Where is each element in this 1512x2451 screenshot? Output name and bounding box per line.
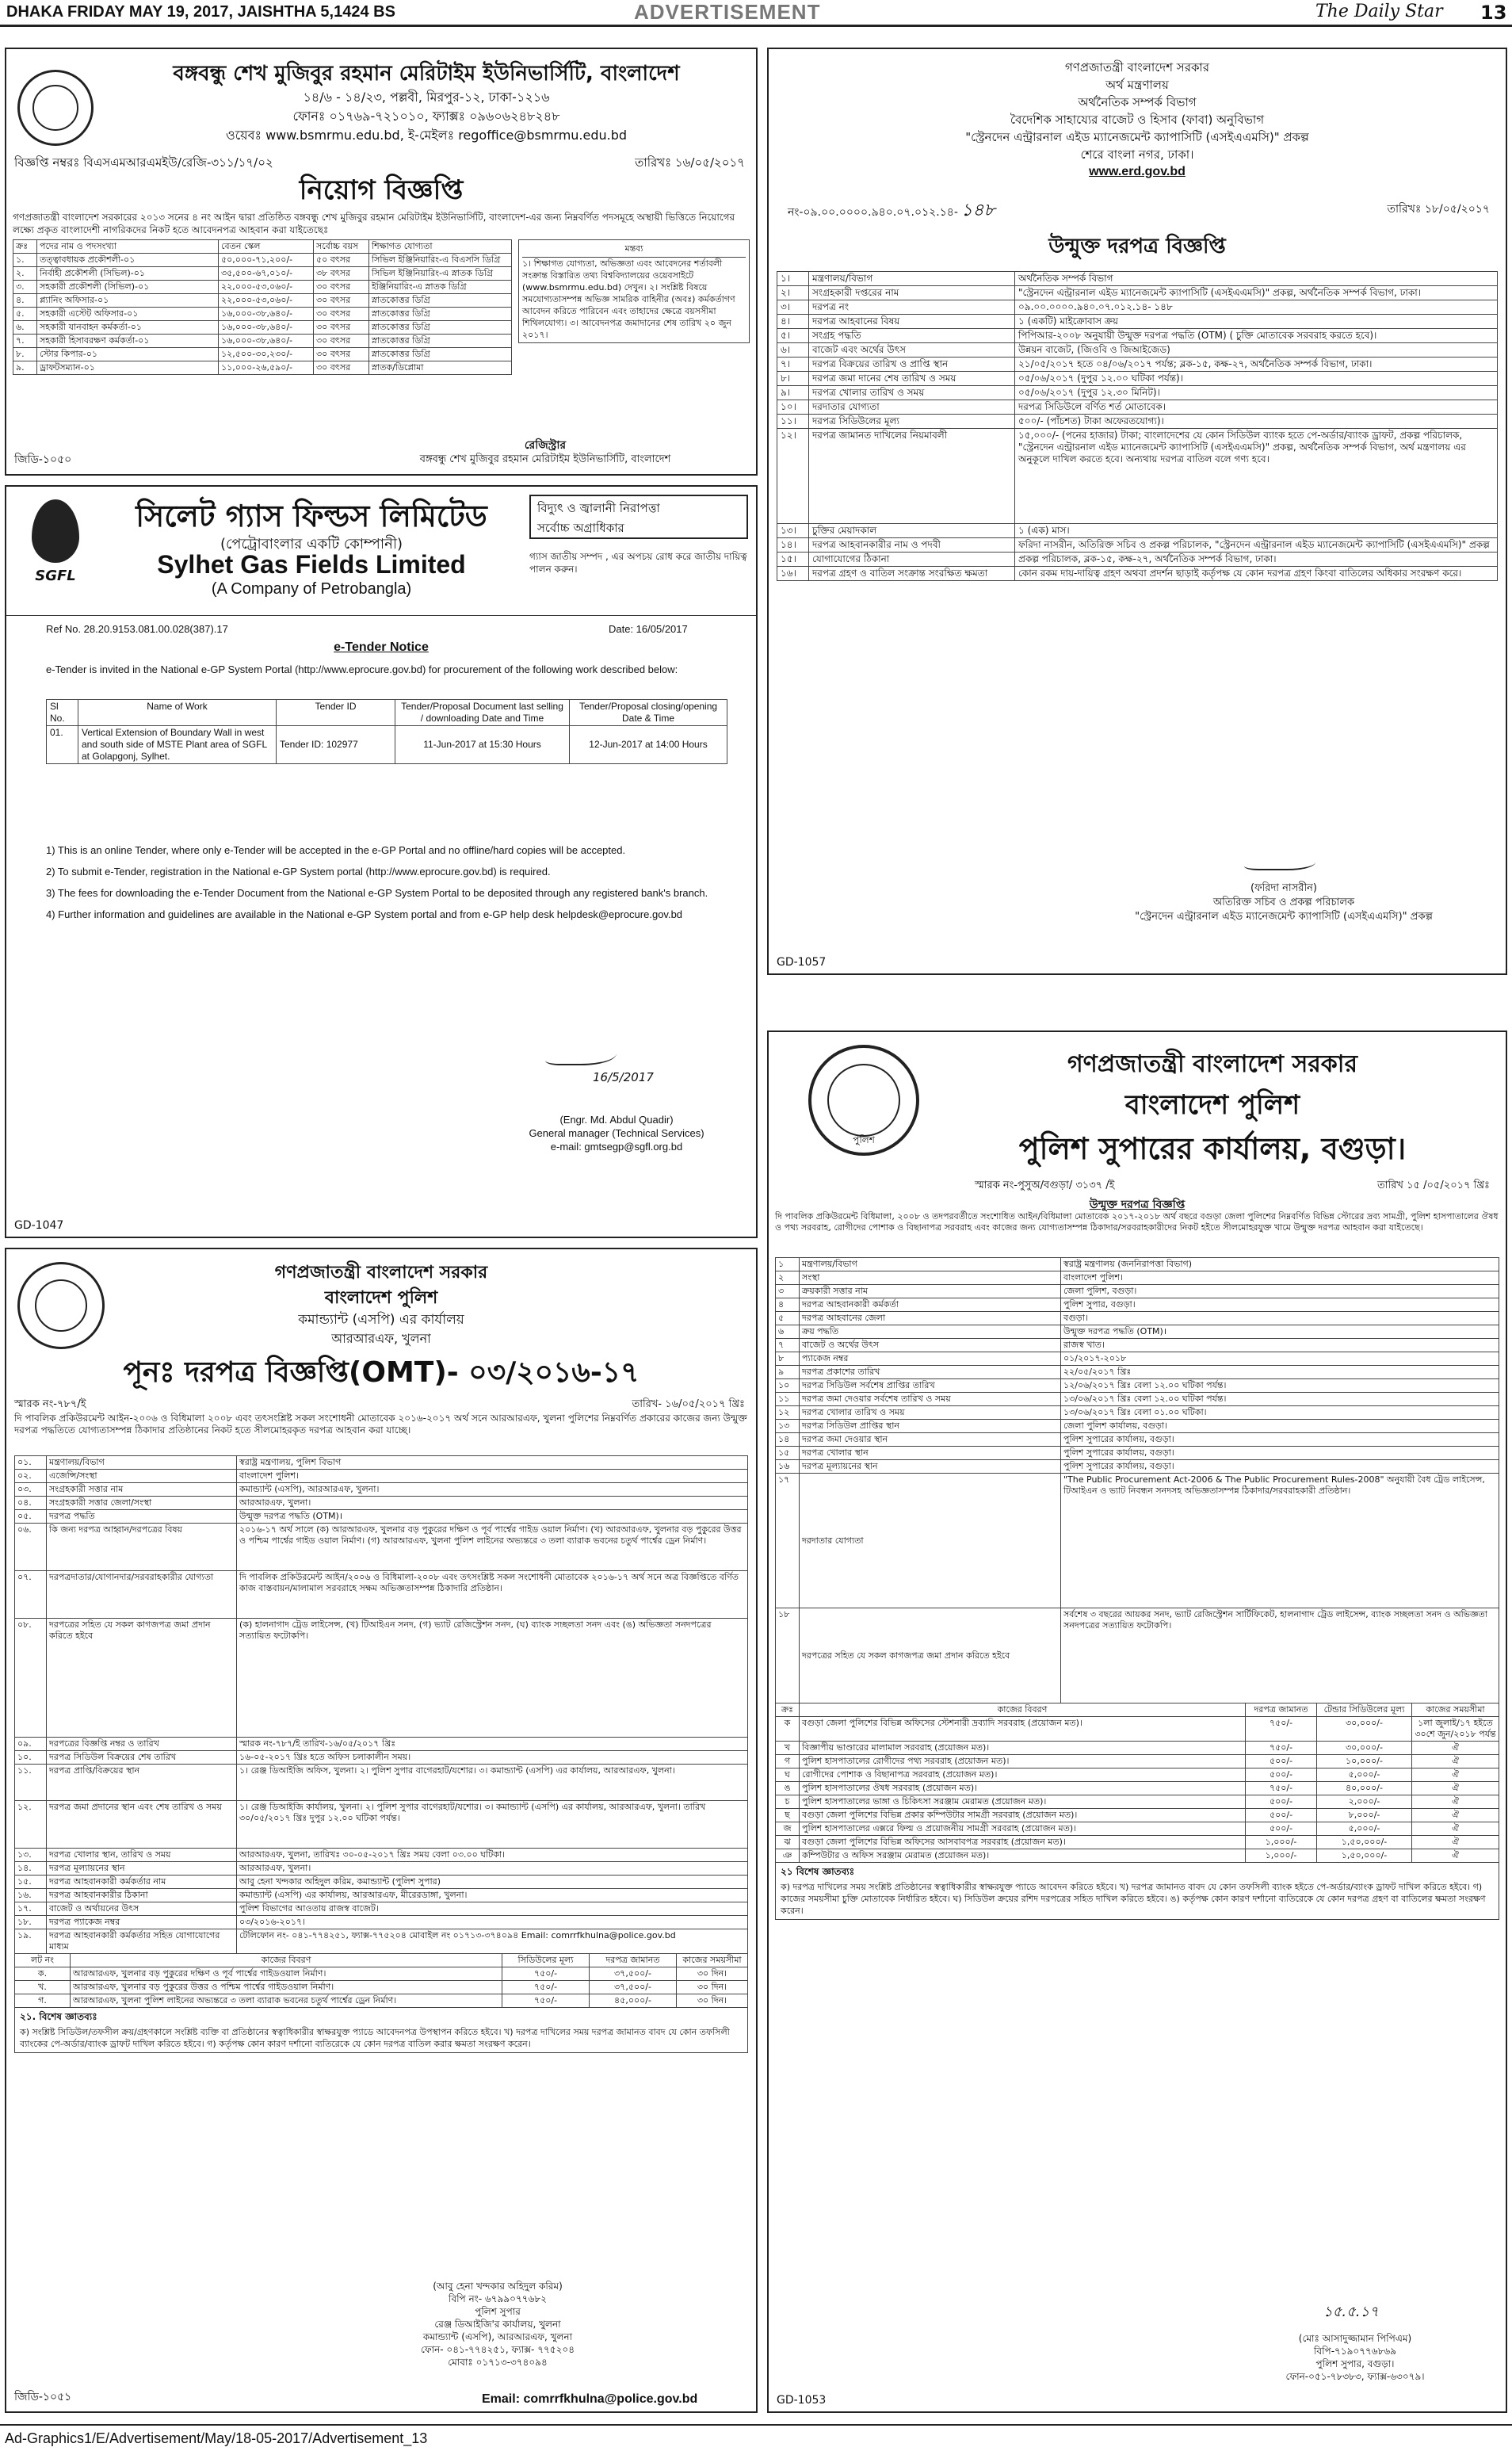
col-header: লট নং (15, 1954, 71, 1967)
table-row: ৫. সহকারী এস্টেট অফিসার-০১ ১৬,০০০-৩৮,৬৪০/- ৩০ বৎসর স্নাতকোত্তর ডিগ্রি (13, 308, 512, 321)
division-name: অর্থনৈতিক সম্পর্ক বিভাগ (1078, 95, 1197, 109)
terms-title: ২১. বিশেষ জ্ঞাতব্যঃ (20, 2011, 97, 2022)
memo-text: নং-০৯.০০.০০০০.৯৪০.০৭.০১২.১৪- (788, 206, 958, 219)
police-emblem (808, 1045, 919, 1156)
items-table (775, 1703, 1499, 1863)
table-row: ১০. দরপত্র সিডিউল বিক্রয়ের শেষ তারিখ ১৬-০৫-২০১৭ খ্রিঃ হতে অফিস চলাকালীন সময়। (15, 1751, 748, 1765)
sig-id: বিপি নং- ৬৭৯৯০৭৭৬৮২ (449, 2293, 547, 2304)
table-row: ১. তত্ত্বাবধায়ক প্রকৌশলী-০১ ৫০,০০০-৭১,২০০/- ৫০ বৎসর সিভিল ইঞ্জিনিয়ারিং-এ বিএসসি ডিগ্রি (13, 254, 512, 267)
table-row: ৬ ক্রয় পদ্ধতি উন্মুক্ত দরপত্র পদ্ধতি (OTM)। (776, 1325, 1499, 1339)
table-row: ৯। দরপত্র খোলার তারিখ ও সময় ০৫/০৬/২০১৭ (দুপুর ১২.৩০ মিনিট)। (777, 386, 1498, 400)
memo-number: স্মারক নং-পুসুঅ/বগুড়া/ ৩১৩৭ /ই (975, 1180, 1115, 1191)
sig-role: পুলিশ সুপার, বগুড়া। (1315, 2358, 1395, 2369)
notice-title: উন্মুক্ত দরপত্র বিজ্ঞপ্তি (1089, 1199, 1186, 1211)
table-row: চ পুলিশ হাসপাতালের ভাঙ্গা ও চিকিৎসা সরঞ্জাম মেরামত (প্রয়োজন মত)। ৫০০/- ২,০০০/- ঐ (776, 1795, 1499, 1809)
note-item: 1) This is an online Tender, where only e-Tender will be accepted in the e-GP Portal and no offline/hard copies will be accepted. (46, 844, 626, 856)
col-header: Tender/Proposal Document last selling / downloading Date and Time (395, 700, 570, 726)
table-row: ১। মন্ত্রণালয়/বিভাগ অর্থনৈতিক সম্পর্ক বিভাগ (777, 272, 1498, 286)
table-row: ০৭. দরপত্রদাতার/যোগানদার/সরবরাহকারীর যোগ্যতা দি পাবলিক প্রকিউরমেন্ট আইন/২০০৬ ও বিধিমালা-২০০৮ এবং তৎসংশ্লিষ্ট সকল সংশোধনী মোতাবেক ২০১৬-১৭ অর্থ সনে অত্র বিজ্ঞপ্তিতে বর্ণিত কাজ বাস্তবায়ন/মালামাল সরবরাহে সক্ষম অভিজ্ঞতাসম্পন্ন ঠিকাদারি প্রতিষ্ঠান। (15, 1571, 748, 1619)
signatory-org: বঙ্গবন্ধু শেখ মুজিবুর রহমান মেরিটাইম ইউনিভার্সিটি, বাংলাদেশ (419, 453, 671, 465)
table-row: ০১. মন্ত্রণালয়/বিভাগ স্বরাষ্ট্র মন্ত্রণালয়, পুলিশ বিভাগ (15, 1456, 748, 1470)
tender-title: e-Tender Notice (334, 640, 429, 654)
project-name: "স্ট্রেনদেন এন্ট্রারনাল এইড ম্যানেজমেন্ট ক্যাপাসিটি (এসইএএমসি)" প্রকল্প (965, 130, 1309, 144)
address: শেরে বাংলা নগর, ঢাকা। (1080, 147, 1194, 162)
col-header: ক্রঃ (776, 1703, 800, 1717)
ad-sylhet-gas (5, 485, 758, 1238)
tender-notes (46, 843, 720, 921)
dateline: DHAKA FRIDAY MAY 19, 2017, JAISHTHA 5,1424 BS (6, 3, 395, 21)
table-row: ১৫। যোগাযোগের ঠিকানা প্রকল্প পরিচালক, ব্লক-১৫, কক্ষ-২৭, অর্থনৈতিক সম্পর্ক বিভাগ, ঢাকা। (777, 553, 1498, 567)
page-header (0, 0, 1512, 27)
table-row: ক. আরআরএফ, খুলনার বড় পুকুরের দক্ষিণ ও পূর্ব পার্শ্বের গাইডওয়াল নির্মাণ। ৭৫০/- ৩৭,৫০০/- ৩০ দিন। (15, 1967, 748, 1981)
col-header: Sl No. (47, 700, 78, 726)
memo-date: তারিখ- ১৬/০৫/২০১৭ খ্রিঃ (632, 1398, 745, 1410)
company-sub-bn: (পেট্রোবাংলার একটি কোম্পানী) (220, 536, 403, 553)
signatory-title: রেজিস্ট্রার (524, 439, 567, 452)
table-row: ০৯. দরপত্রের বিজ্ঞপ্তি নম্বর ও তারিখ স্মারক নং-৭৮৭/ই তারিখ-১৬/০৫/২০১৭ খ্রিঃ (15, 1738, 748, 1751)
table-row: ৫। সংগ্রহ পদ্ধতি পিপিআর-২০০৮ অনুযায়ী উন্মুক্ত দরপত্র পদ্ধতি (OTM) ( চুক্তি মোতাবেক সরবরাহ করতে হবে)। (777, 329, 1498, 343)
table-row: ঙ পুলিশ হাসপাতালের ঔষধ সরবরাহ (প্রয়োজন মত)। ৭৫০/- ৪০,০০০/- ঐ (776, 1782, 1499, 1795)
table-row: ৮. স্টোর কিপার-০১ ১২,৫০০-৩০,২৩০/- ৩০ বৎসর স্নাতকোত্তর ডিগ্রি (13, 348, 512, 361)
table-row: ৮ প্যাকেজ নম্বর ০১/২০১৭-২০১৮ (776, 1352, 1499, 1366)
jobs-table-wrap (13, 239, 512, 375)
signer-email: e-mail: gmtsegp@sgfl.org.bd (550, 1141, 683, 1153)
table-row: ১৪ দরপত্র জমা দেওয়ার স্থান পুলিশ সুপারের কার্যালয়, বগুড়া। (776, 1433, 1499, 1447)
table-row: ১৩. দরপত্র খোলার স্থান, তারিখ ও সময় আরআরএফ, খুলনা, তারিখঃ ৩০-০৫-২০১৭ খ্রিঃ সময় বেলা ০৩.০০ ঘটিকা। (15, 1849, 748, 1862)
details-table-wrap (775, 1257, 1499, 1920)
col-header: Tender ID (277, 700, 395, 726)
table-row: ৬। বাজেট এবং অর্থের উৎস উন্নয়ন বাজেট, (জিওবি ও জিআইজেড) (777, 343, 1498, 358)
table-row: ১ মন্ত্রণালয়/বিভাগ স্বরাষ্ট্র মন্ত্রণালয় (জননিরাপত্তা বিভাগ) (776, 1258, 1499, 1271)
notice-title: উন্মুক্ত দরপত্র বিজ্ঞপ্তি (1048, 235, 1226, 258)
table-row: ২। সংগ্রহকারী দপ্তরের নাম "স্ট্রেনদেন এন্ট্রারনাল এইড ম্যানেজমেন্ট ক্যাপাসিটি (এসইএএমসি)" প্রকল্প, অর্থনৈতিক সম্পর্ক বিভাগ, ঢাকা। (777, 286, 1498, 300)
col-header: শিক্ষাগত যোগ্যতা (369, 240, 512, 254)
col-header: সিডিউলের মূল্য (502, 1954, 590, 1967)
details-table-wrap (14, 1455, 748, 2053)
university-address: ১৪/৬ - ১৪/২৩, পল্লবী, মিরপুর-১২, ঢাকা-১২১৬ (303, 90, 550, 105)
terms-block (14, 2008, 748, 2053)
gd-number: GD-1053 (777, 2394, 827, 2407)
col-header: টেন্ডার সিডিউলের মূল্য (1317, 1703, 1412, 1717)
table-row: ১৮. দরপত্র প্যাকেজ নম্বর ০৩/২০১৬-২০১৭। (15, 1916, 748, 1929)
ministry-name: অর্থ মন্ত্রণালয় (1105, 78, 1169, 92)
slogan-box (529, 495, 748, 539)
table-row: ১১। দরপত্র সিডিউলের মূল্য ৫০০/- (পাঁচশত) টাকা অফেরতযোগ্য)। (777, 415, 1498, 429)
table-row: ঝ বগুড়া জেলা পুলিশের বিভিন্ন অফিসের আসবাবপত্র সরবরাহ (প্রয়োজন মত)। ১,০০০/- ১,৫০,০০০/- ঐ (776, 1836, 1499, 1849)
table-row: ০৬. কি জন্য দরপত্র আহ্বান/দরপত্রের বিষয় ২০১৬-১৭ অর্থ সালে (ক) আরআরএফ, খুলনার বড় পুকুরের দক্ষিণ ও পূর্ব পার্শ্বের গাইড ওয়াল নির্মাণ। (খ) আরআরএফ, খুলনার বড় পুকুরের উত্তর ও পশ্চিম পার্শ্বের গাইড ওয়াল নির্মাণ। (গ) আরআরএফ, খুলনা পুলিশ লাইনের অভ্যন্তরে ৩ তলা ব্যারাক ভবনের চতুর্থ পার্শ্বের ড্রেন নির্মাণ। (15, 1524, 748, 1571)
table-row: ৫ দরপত্র আহবানের জেলা বগুড়া। (776, 1312, 1499, 1325)
sig-project: "স্ট্রেনদেন এন্ট্রারনাল এইড ম্যানেজমেন্ট ক্যাপাসিটি (এসইএএমসি)" প্রকল্প (1135, 911, 1433, 923)
table-row: ১৮ দরপত্রের সহিত যে সকল কাগজপত্র জমা প্রদান করিতে হইবে সর্বশেষ ৩ বছরের আয়কর সনদ, ভ্যাট রেজিস্ট্রেশন সার্টিফিকেট, হালনাগাদ ট্রেড লাইসেন্স, ব্যাংক সচ্ছলতা সনদ ও অভিজ্ঞতা সনদপত্রের সত্যায়িত ফটোকপি। (776, 1608, 1499, 1703)
emblem-text: পুলিশ (853, 1134, 875, 1145)
note-item: 3) The fees for downloading the e-Tender Document from the National e-GP System Portal to be deposited through any registered bank's branch. (46, 887, 708, 899)
table-row: ১৪. দরপত্র মূল্যায়নের স্থান আরআরএফ, খুলনা। (15, 1862, 748, 1876)
table-row: ১৭ দরদাতার যোগ্যতা "The Public Procurement Act-2006 & The Public Procurement Rules-2008" অনুযায়ী বৈধ ট্রেড লাইসেন্স, টিআইএন ও ভ্যাট নিবন্ধন সনদসহ অভিজ্ঞতাসম্পন্ন ঠিকাদার/সরবরাহকারী প্রতিষ্ঠান। (776, 1474, 1499, 1608)
col-header: ক্রঃ (13, 240, 37, 254)
gd-number: জিডি-১০৫০ (14, 453, 72, 466)
newspaper-logo: The Daily Star (1315, 2, 1443, 21)
table-row: ক বগুড়া জেলা পুলিশের বিভিন্ন অফিসের স্টেশনারী দ্রব্যাদি সরবরাহ (প্রয়োজন মত)। ৭৫০/- ৩০,০০০/- ১লা জুলাই/১৭ হইতে ৩০শে জুন/২০১৮ পর্যন্ত (776, 1717, 1499, 1742)
ref-number: Ref No. 28.20.9153.081.00.028(387).17 (46, 623, 228, 635)
sig-mobile: মোবাঃ ০১৭১৩-৩৭৪০৯৪ (448, 2357, 548, 2368)
slogan-line-1: বিদ্যুৎ ও জ্বালানী নিরাপত্তা (537, 501, 660, 515)
col-header: কাজের সময়সীমা (1412, 1703, 1499, 1717)
table-row: ৩। দরপত্র নং ০৯.০০.০০০০.৯৪০.০৭.০১২.১৪- ১৪৮ (777, 300, 1498, 315)
table-row: ১৫ দরপত্র খোলার স্থান পুলিশ সুপারের কার্যালয়, বগুড়া। (776, 1447, 1499, 1460)
jobs-table (13, 239, 512, 375)
col-header: Tender/Proposal closing/opening Date & Time (570, 700, 727, 726)
table-row: ১২ দরপত্র খোলার তারিখ ও সময় ১৩/০৬/২০১৭ খ্রিঃ বেলা ০১.০০ ঘটিকা। (776, 1406, 1499, 1420)
ad-erd-tender (767, 48, 1507, 975)
col-header: কাজের বিবরণ (800, 1703, 1246, 1717)
tender-table-wrap (777, 271, 1498, 581)
table-row: ১১ দরপত্র জমা দেওয়ার সর্বশেষ তারিখ ও সময় ১৩/০৬/২০১৭ খ্রিঃ বেলা ১২.০০ ঘটিকা পর্যন্ত। (776, 1393, 1499, 1406)
sgfl-logo (16, 499, 95, 587)
signature-mark (545, 1042, 617, 1065)
unit-name: আরআরএফ, খুলনা (331, 1331, 431, 1346)
notice-intro: দি পাবলিক প্রকিউরমেন্ট বিধিমালা, ২০০৮ ও তদপরবর্তীতে সংশোধিত আইন/বিধিমালা মোতাবেক ২০১৭-২০১৮ অর্থ বছরে বগুড়া জেলা পুলিশের নিম্নবর্ণিত বিভিন্ন স্টোরের দ্রব্য সামগ্রী, পুলিশ হাসপাতালের ঔষধ ও পথ্য সরবরাহ, রোগীদের পোশাক ও বিছানাপত্র সরবরাহ এবং কাজের জন্য যোগ্যতাসম্পন্ন ঠিকাদার/সরবরাহকারীদের নিকট হইতে সীলমোহরযুক্ত খামে উন্মুক্ত দরপত্র আহবান করা যাইতেছে। (775, 1211, 1499, 1233)
sig-name: (মোঃ আসাদুজ্জামান পিপিএম) (1298, 2333, 1412, 2344)
table-row: ৪. প্ল্যানিং অফিসার-০১ ২২,০০০-৫৩,০৬০/- ৩০ বৎসর স্নাতকোত্তর ডিগ্রি (13, 294, 512, 308)
memo-date: তারিখঃ ১৮/০৫/২০১৭ (1387, 203, 1490, 216)
police-name: বাংলাদেশ পুলিশ (324, 1288, 438, 1308)
table-row: ১১. দরপত্র প্রাপ্তি/বিক্রয়ের স্থান ১। রেঞ্জ ডিআইজি অফিস, খুলনা। ২। পুলিশ সুপার বাগেরহাট/যশোর। ৩। কমান্ড্যান্ট (এসপি) এর কার্যালয়, আরআরএফ, খুলনা। (15, 1765, 748, 1801)
university-web: ওয়েবঃ www.bsmrmu.edu.bd, ই-মেইলঃ regoffice@bsmrmu.edu.bd (225, 128, 628, 143)
sig-name: (ফরিদা নাসরীন) (1250, 882, 1317, 894)
table-row: ১৭. বাজেট ও অর্থায়নের উৎস পুলিশ বিভাগের আওতায় রাজস্ব বাজেট। (15, 1902, 748, 1916)
table-row: 01. Vertical Extension of Boundary Wall in west and south side of MSTE Plant area of SGFL at Golapgonj, Sylhet. Tender ID: 102977 11-Jun-2017 at 15:30 Hours 12-Jun-2017 at 14:00 Hours (47, 726, 727, 764)
memo-number (788, 197, 995, 226)
table-row: ১৩ দরপত্র সিডিউল প্রাপ্তির স্থান জেলা পুলিশ কার্যালয়, বগুড়া। (776, 1420, 1499, 1433)
gd-number: GD-1057 (777, 956, 827, 969)
table-row: ৪। দরপত্র আহবানের বিষয় ১ (একটি) মাইক্রোবাস ক্রয় (777, 315, 1498, 329)
tender-table (777, 271, 1498, 581)
table-row: ৬. সহকারী যানবাহন কর্মকর্তা-০১ ১৬,০০০-৩৮,৬৪০/- ৩০ বৎসর স্নাতকোত্তর ডিগ্রি (13, 321, 512, 335)
website: www.erd.gov.bd (1089, 165, 1186, 178)
ad-rrf-khulna (5, 1248, 758, 2413)
table-row: ১০। দরদাতার যোগ্যতা দরপত্র সিডিউলে বর্ণিত শর্ত মোতাবেক। (777, 400, 1498, 415)
memo-date: তারিখঃ ১৬/০৫/২০১৭ (635, 155, 745, 170)
office-name: কমান্ড্যান্ট (এসপি) এর কার্যালয় (298, 1312, 464, 1328)
tender-table (46, 699, 727, 764)
gov-name: গণপ্রজাতন্ত্রী বাংলাদেশ সরকার (274, 1263, 488, 1283)
page-footer (0, 2424, 1512, 2451)
table-row: ১৬। দরপত্র গ্রহণ ও বাতিল সংক্রান্ত সংরক্ষিত ক্ষমতা কোন রকম দায়-দায়িত্ব গ্রহণ অথবা প্রদর্শন ছাড়াই কর্তৃপক্ষ যে কোন দরপত্র গ্রহণ কিংবা বাতিলের অধিকার সংরক্ষণ করে। (777, 567, 1498, 581)
table-row: ১৫. দরপত্র আহবানকারী কর্মকর্তার নাম আবু হেনা খন্দকার অহিদুল করিম, কমান্ড্যান্ট (পুলিশ সুপার) (15, 1876, 748, 1889)
drop-icon (32, 499, 79, 563)
contact-email: Email: comrrfkhulna@police.gov.bd (482, 2392, 698, 2406)
table-row: ২ সংস্থা বাংলাদেশ পুলিশ। (776, 1271, 1499, 1285)
gov-name: গণপ্রজাতন্ত্রী বাংলাদেশ সরকার (1064, 60, 1210, 75)
table-row: গ. আরআরএফ, খুলনা পুলিশ লাইনের অভ্যন্তরে ৩ তলা ব্যারাক ভবনের চতুর্থ পার্শ্বের ড্রেন নির্মাণ। ৭৫০/- ৪৫,০০০/- ৩০ দিন। (15, 1994, 748, 2008)
signature-mark (1244, 850, 1315, 870)
sig-name: (আবু হেনা খন্দকার অহিদুল করিম) (433, 2281, 563, 2292)
notice-title: নিয়োগ বিজ্ঞপ্তি (299, 174, 464, 206)
table-row: ১৯. দরপত্র আহবানকারী কর্মকর্তার সহিত যোগাযোগের মাধ্যম টেলিফোন নং- ০৪১-৭৭৪২৫১, ফ্যাক্স-৭৭৫২০৪ মোবাইল নং ০১৭১৩-৩৭৪০৯৪ Email: comrrfkhulna@police.gov.bd (15, 1929, 748, 1954)
table-row: ০৩. সংগ্রহকারী সত্তার নাম কমান্ড্যান্ট (এসপি), আরআরএফ, খুলনা। (15, 1483, 748, 1497)
table-row: ঞ কম্পিউটার ও অফিস সরঞ্জাম মেরামত (প্রয়োজন মত)। ১,০০০/- ১,৫০,০০০/- ঐ (776, 1849, 1499, 1863)
table-row: খ বিজ্ঞাপীয় ভাণ্ডারের মালামাল সরবরাহ (প্রয়োজন মত)। ৭৫০/- ৩০,০০০/- ঐ (776, 1742, 1499, 1755)
signature-block (1062, 881, 1506, 924)
table-row: ৯. ড্রাফটসম্যান-০১ ১১,০০০-২৬,৫৯০/- ৩০ বৎসর স্নাতক/ডিপ্লোমা (13, 361, 512, 375)
file-path: Ad-Graphics1/E/Advertisement/May/18-05-2017/Advertisement_13 (5, 2430, 428, 2446)
table-row: ১৬. দরপত্র আহবানকারীর ঠিকানা কমান্ড্যান্ট (এসপি) এর কার্যালয়, আরআরএফ, মীরেরডাঙ্গা, খুলনা। (15, 1889, 748, 1902)
table-row: ১৪। দরপত্র আহবানকারীর নাম ও পদবী ফরিদা নাসরীন, অতিরিক্ত সচিব ও প্রকল্প পরিচালক, "স্ট্রেনদেন এন্ট্রারনাল এইড ম্যানেজমেন্ট ক্যাপাসিটি (এসইএএমসি)" প্রকল্প (777, 538, 1498, 553)
sig-office: রেঞ্জ ডিআইজি'র কার্যালয়, খুলনা (434, 2319, 561, 2330)
memo-handwritten: ১৪৮ (960, 201, 995, 220)
table-row: ৭ বাজেট ও অর্থের উৎস রাজস্ব খাত। (776, 1339, 1499, 1352)
table-row: ১৩। চুক্তির মেয়াদকাল ১ (এক) মাস। (777, 524, 1498, 538)
table-row: ০৫. দরপত্র পদ্ধতি উন্মুক্ত দরপত্র পদ্ধতি (OTM)। (15, 1510, 748, 1524)
signature-date: 16/5/2017 (593, 1070, 654, 1084)
table-row: ৩. সহকারী প্রকৌশলী (সিভিল)-০১ ২২,০০০-৫৩,০৬০/- ৩০ বৎসর ইঞ্জিনিয়ারিং-এ স্নাতক ডিগ্রি (13, 281, 512, 294)
table-row: ৭। দরপত্র বিক্রয়ের তারিখ ও প্রাপ্তি স্থান ২১/০৫/২০১৭ হতে ০৪/০৬/২০১৭ পর্যন্ত; ব্লক-১৫, কক্ষ-২৭, অর্থনৈতিক সম্পর্ক বিভাগ, ঢাকা। (777, 358, 1498, 372)
remarks-header: মন্তব্য (522, 242, 746, 258)
wing-name: বৈদেশিক সাহায্যের বাজেট ও হিসাব (ফাবা) অনুবিভাগ (1010, 113, 1265, 127)
table-row: ছ বগুড়া জেলা পুলিশের বিভিন্ন প্রকার কম্পিউটার সামগ্রী সরবরাহ (প্রয়োজন মত)। ৫০০/- ৮,০০০/- ঐ (776, 1809, 1499, 1822)
company-name-bn: সিলেট গ্যাস ফিল্ডস লিমিটেড (136, 499, 487, 533)
sig-phone: ফোন-০৫১-৭৮৩৮৩, ফ্যাক্স-৬৩০৭৯। (1285, 2371, 1425, 2382)
table-row: ০৮. দরপত্রের সহিত যে সকল কাগজপত্র জমা প্রদান করিতে হইবে (ক) হালনাগাদ ট্রেড লাইসেন্স, (খ) টিআইএন সনদ, (গ) ভ্যাট রেজিস্ট্রেশন সনদ, (ঘ) ব্যাংক সচ্ছলতা সনদ এবং (ঙ) অভিজ্ঞতা সনদপত্রের সত্যায়িত ফটোকপি। (15, 1619, 748, 1738)
details-table (775, 1257, 1499, 1703)
table-row: ৭. সহকারী হিসাবরক্ষণ কর্মকর্তা-০১ ১৬,০০০-৩৮,৬৪০/- ৩০ বৎসর স্নাতকোত্তর ডিগ্রি (13, 335, 512, 348)
col-header: কাজের বিবরণ (71, 1954, 502, 1967)
office-name: পুলিশ সুপারের কার্যালয়, বগুড়া। (1018, 1131, 1407, 1166)
col-header: Name of Work (78, 700, 277, 726)
ad-maritime-university (5, 48, 758, 476)
page-number: 13 (1480, 2, 1507, 24)
signature-date: ১৫.৫.১৭ (1323, 2304, 1379, 2320)
remarks-column (518, 239, 750, 343)
section-title: ADVERTISEMENT (634, 0, 821, 24)
gov-name: গণপ্রজাতন্ত্রী বাংলাদেশ সরকার (1067, 1050, 1357, 1078)
table-row: খ. আরআরএফ, খুলনার বড় পুকুরের উত্তর ও পশ্চিম পার্শ্বের গাইডওয়াল নির্মাণ। ৭৫০/- ৩৭,৫০০/- ৩০ দিন। (15, 1981, 748, 1994)
university-phone: ফোনঃ ০১৭৬৯-৭২১০১০, ফ্যাক্সঃ ০৯৬০৬২৪৮২৪৮ (292, 109, 560, 124)
table-row: ঘ রোগীদের পোশাক ও বিছানাপত্র সরবরাহ (প্রয়োজন মত)। ৫০০/- ৫,০০০/- ঐ (776, 1768, 1499, 1782)
table-row: জ পুলিশ হাসপাতালের এক্সরে ফিল্ম ও প্রয়োজনীয় সামগ্রী সরবরাহ (প্রয়োজন মত)। ৫০০/- ৫,০০০/- ঐ (776, 1822, 1499, 1836)
sig-title: অতিরিক্ত সচিব ও প্রকল্প পরিচালক (1212, 897, 1355, 908)
terms-text: ক) সংশ্লিষ্ট সিডিউল/তফসীল ক্রয়/গ্রহণকালে সংশ্লিষ্ট ব্যক্তি বা প্রতিষ্ঠানের স্বত্বাধিকারীর স্বাক্ষরযুক্ত প্যাডে আবেদনপত্র উপস্থাপন করিতে হইবে। খ) দরপত্র দাখিলের সময় দরপত্র জামানত বাবদ যে কোন তফসিলী ব্যাংকের পে-অর্ডার/ব্যাংক ড্রাফট দাখিল করিতে হইবে। গ) কর্তৃপক্ষ কোন কারণ দর্শানো ব্যতিরেকে যে কোন দরপত্র বাতিল করার ক্ষমতা সংরক্ষণ করেন। (20, 2027, 730, 2049)
table-row: ১০ দরপত্র সিডিউল সর্বশেষ প্রাপ্তির তারিখ ১২/০৬/২০১৭ খ্রিঃ বেলা ১২.০০ ঘটিকা পর্যন্ত। (776, 1379, 1499, 1393)
signature-block (1212, 2332, 1498, 2383)
university-logo (17, 70, 94, 146)
table-row: ২. নির্বাহী প্রকৌশলী (সিভিল)-০১ ৩৫,৫০০-৬৭,০১০/- ৩৮ বৎসর সিভিল ইঞ্জিনিয়ারিং-এ স্নাতক ডিগ্রি (13, 267, 512, 281)
sig-unit: কমান্ড্যান্ট (এসপি), আরআরএফ, খুলনা (422, 2331, 573, 2342)
col-header: বেতন স্কেল (219, 240, 314, 254)
lots-table (14, 1953, 748, 2008)
signer-block (482, 1113, 751, 1153)
notice-title: পূনঃ দরপত্র বিজ্ঞপ্তি(OMT)- ০৩/২০১৬-১৭ (123, 1356, 640, 1389)
col-header: কাজের সময়সীমা (677, 1954, 748, 1967)
col-header: দরপত্র জামানত (590, 1954, 677, 1967)
notice-intro: দি পাবলিক প্রকিউরমেন্ট আইন-২০০৬ ও বিধিমালা ২০০৮ এবং তৎসংশ্লিষ্ট সকল সংশোধনী মোতাবেক ২০১৬-২০১৭ অর্থ সনে আরআরএফ, খুলনা পুলিশের নিম্নবর্ণিত প্রকারের কাজের জন্য উন্মুক্ত দরপত্র পদ্ধতিতে যোগ্যতাসম্পন্ন ঠিকাদার প্রতিষ্ঠানের নিকট হতে সীলমোহরকৃত দরপত্র আহবান করা যাচ্ছে। (14, 1413, 747, 1436)
note-item: 4) Further information and guidelines are available in the National e-GP System portal and from e-GP help desk helpdesk@eprocure.gov.bd (46, 908, 683, 920)
table-row: ১২. দরপত্র জমা প্রদানের স্থান এবং শেষ তারিখ ও সময় ১। রেঞ্জ ডিআইজি কার্যালয়, খুলনা। ২। পুলিশ সুপার বাগেরহাট/যশোর। ৩। কমান্ড্যান্ট (এসপি) এর কার্যালয়, আরআরএফ, খুলনা। তারিখ ৩০/০৫/২০১৭ খ্রিঃ দুপুর ১২.০০ ঘটিকা পর্যন্ত। (15, 1801, 748, 1849)
note-item: 2) To submit e-Tender, registration in the National e-GP System portal (http://www.eprocure.gov.bd) is required. (46, 866, 551, 878)
gd-number: জিডি-১০৫১ (14, 2391, 72, 2403)
gd-number: GD-1047 (14, 1219, 64, 1232)
ad-bogura-police (767, 1030, 1507, 2413)
tender-table-wrap (46, 699, 727, 764)
table-row: ১৬ দরপত্র মূল্যায়নের স্থান পুলিশ সুপারের কার্যালয়, বগুড়া। (776, 1460, 1499, 1474)
slogan-line-2: সর্বোচ্চ অগ্রাধিকার (537, 521, 624, 535)
terms-text: ক) দরপত্র দাখিলের সময় সংশ্লিষ্ট প্রতিষ্ঠানের স্বত্বাধিকারীর স্বাক্ষরযুক্ত প্যাডে আবেদন করিতে হইবে। খ) দরপত্র জামানত বাবদ যে কোন তফসিলী ব্যাংক হইতে পে-অর্ডার/ব্যাংক ড্রাফট দাখিল করিতে হইবে। গ) কাজের সময়সীমা চুক্তি মোতাবেক নির্ধারিত হইবে। ঘ) সিডিউল ক্রয়ের রশিদ দরপত্রের সহিত দাখিল করিতে হইবে। ঙ) কর্তৃপক্ষ কোন কারণ দর্শানো ব্যতিরেকে যে কোন দরপত্র গ্রহণ বা বাতিলের ক্ষমতা সংরক্ষণ করেন। (781, 1882, 1486, 1916)
col-header: পদের নাম ও পদসংখ্যা (37, 240, 219, 254)
col-header: সর্বোচ্চ বয়স (314, 240, 369, 254)
divider (6, 615, 756, 616)
details-table (14, 1455, 748, 1954)
table-row: ৯ দরপত্র প্রকাশের তারিখ ২২/০৫/২০১৭ খ্রিঃ (776, 1366, 1499, 1379)
memo-number: বিজ্ঞপ্তি নম্বরঃ বিএসএমআরএমইউ/রেজি-৩১১/১৭/০২ (14, 155, 273, 170)
signature-block (307, 2280, 688, 2369)
notice-intro: গণপ্রজাতন্ত্রী বাংলাদেশ সরকারের ২০১৩ সনের ৪ নং আইন দ্বারা প্রতিষ্ঠিত বঙ্গবন্ধু শেখ মুজিবুর রহমান মেরিটাইম ইউনিভার্সিটি, বাংলাদেশ-এর জন্য নিম্নবর্ণিত পদসমূহে অস্থায়ী ভিত্তিতে নিয়োগের লক্ষ্যে প্রকৃত বাংলাদেশী নাগরিকদের নিকট হতে আবেদনপত্র আহবান করা যাইতেছেঃ (13, 212, 735, 235)
table-row: ০২. এজেন্সি/সংস্থা বাংলাদেশ পুলিশ। (15, 1470, 748, 1483)
table-row: ৪ দরপত্র আহবানকারী কর্মকর্তা পুলিশ সুপার, বগুড়া। (776, 1298, 1499, 1312)
table-row: গ পুলিশ হাসপাতালের রোগীদের পথ্য সরবরাহ (প্রয়োজন মত)। ৫০০/- ১০,০০০/- ঐ (776, 1755, 1499, 1768)
table-row: ০৪. সংগ্রহকারী সত্তার জেলা/সংস্থা আরআরএফ, খুলনা। (15, 1497, 748, 1510)
signer-title: General manager (Technical Services) (529, 1127, 704, 1139)
col-header: দরপত্র জামানত (1246, 1703, 1317, 1717)
terms-block (775, 1863, 1499, 1920)
sig-phone: ফোন- ০৪১-৭৭৪২৫১, ফ্যাক্স- ৭৭৫২০৪ (420, 2344, 575, 2355)
sig-id: বিপি-৭১৯০৭৭৬৮৬৯ (1314, 2346, 1396, 2357)
university-name: বঙ্গবন্ধু শেখ মুজিবুর রহমান মেরিটাইম ইউনিভার্সিটি, বাংলাদেশ (173, 62, 680, 86)
company-sub-en: (A Company of Petrobangla) (211, 580, 412, 598)
signer-name: (Engr. Md. Abdul Quadir) (559, 1114, 674, 1126)
memo-date: তারিখ ১৫ /০৫/২০১৭ খ্রিঃ (1377, 1180, 1490, 1191)
police-name: বাংলাদেশ পুলিশ (1124, 1089, 1300, 1121)
remarks-text: ১। শিক্ষাগত যোগ্যতা, অভিজ্ঞতা এবং আবেদনের শর্তাবলী সংক্রান্ত বিস্তারিত তথ্য বিশ্ববিদ্যালয়ের ওয়েবসাইটে (www.bsmrmu.edu.bd) দেখুন। ২। সংশ্লিষ্ট বিষয়ে সমযোগ্যতাসম্পন্ন অভিজ্ঞ সামরিক বাহিনীর (অবঃ) কর্মকর্তাগণ আবেদন করিতে পারিবেন এবং তাহাদের ক্ষেত্রে বয়সসীমা শিথিলযোগ্য। ৩। আবেদনপত্র জমাদানের শেষ তারিখ ২০ জুন ২০১৭। (522, 258, 735, 340)
gas-note: গ্যাস জাতীয় সম্পদ , এর অপচয় রোধ করে জাতীয় দায়িত্ব পালন করুন। (529, 551, 747, 575)
memo-number: স্মারক নং-৭৮৭/ই (14, 1398, 86, 1410)
table-row: ৩ ক্রয়কারী সত্তার নাম জেলা পুলিশ, বগুড়া। (776, 1285, 1499, 1298)
emblem-inner (827, 1064, 900, 1137)
sig-role: পুলিশ সুপার (475, 2306, 521, 2317)
ref-date: Date: 16/05/2017 (609, 623, 688, 635)
table-row: ৮। দরপত্র জমা দানের শেষ তারিখ ও সময় ০৫/০৬/২০১৭ (দুপুর ১২.০০ ঘটিকা পর্যন্ত)। (777, 372, 1498, 386)
company-name-en: Sylhet Gas Fields Limited (157, 550, 466, 579)
logo-text: SGFL (35, 568, 76, 584)
terms-title: ২১ বিশেষ জ্ঞাতব্যঃ (781, 1866, 855, 1877)
tender-intro: e-Tender is invited in the National e-GP System Portal (http://www.eprocure.gov.bd) for procurement of the following work described below: (46, 663, 678, 675)
table-row: ১২। দরপত্র জামানত দাখিলের নিয়মাবলী ১৫,০০০/- (পনের হাজার) টাকা; বাংলাদেশের যে কোন সিডিউল ব্যাংক হতে পে-অর্ডার/ব্যাংক ড্রাফট, প্রকল্প পরিচালক, "স্ট্রেনদেন এন্ট্রারনাল এইড ম্যানেজমেন্ট ক্যাপাসিটি (এসইএএমসি)" প্রকল্প, অর্থনৈতিক সম্পর্ক বিভাগ, অর্থ মন্ত্রণালয় এর অনুকূলে দাখিল করতে হবে। অন্যথায় দরপত্র বাতিল বলে গণ্য হবে। (777, 429, 1498, 524)
